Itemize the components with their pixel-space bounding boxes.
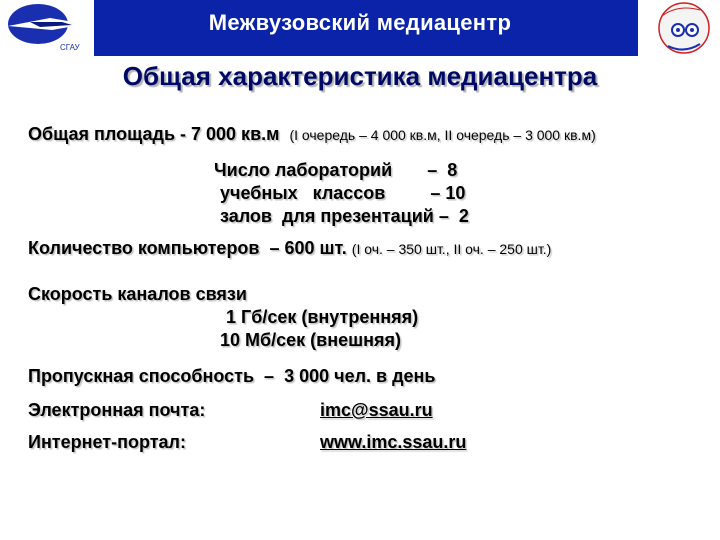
speed-label: Скорость каналов связи	[28, 284, 247, 304]
portal-link[interactable]: www.imc.ssau.ru	[320, 432, 467, 452]
header-title: Межвузовский медиацентр	[208, 10, 512, 35]
portal-label: Интернет-портал:	[28, 432, 186, 452]
email-link[interactable]: imc@ssau.ru	[320, 400, 433, 420]
computers-note: (I оч. – 350 шт., II оч. – 250 шт.)	[351, 241, 552, 257]
slide-title: Общая характеристика медиацентра	[122, 61, 598, 91]
computers-line	[28, 238, 551, 259]
mediacenter-logo	[638, 0, 720, 56]
area-line	[28, 124, 596, 145]
speed-internal: 1 Гб/сек (внутренняя)	[226, 307, 419, 327]
speed-external: 10 Мб/сек (внешняя)	[220, 330, 401, 350]
email-label: Электронная почта:	[28, 400, 206, 420]
labs-line: Число лабораторий – 8	[214, 160, 458, 180]
header-bar	[0, 0, 720, 56]
halls-line: залов для презентаций – 2	[220, 206, 469, 226]
logo-left-text: СГАУ	[60, 43, 80, 52]
computers-main: Количество компьютеров – 600 шт.	[28, 238, 347, 258]
area-main: Общая площадь - 7 000 кв.м	[28, 124, 280, 144]
capacity-line: Пропускная способность – 3 000 чел. в день	[28, 366, 436, 386]
area-note: (I очередь – 4 000 кв.м, II очередь – 3 000 кв.м)	[289, 127, 596, 143]
classes-line: учебных классов – 10	[220, 183, 466, 203]
